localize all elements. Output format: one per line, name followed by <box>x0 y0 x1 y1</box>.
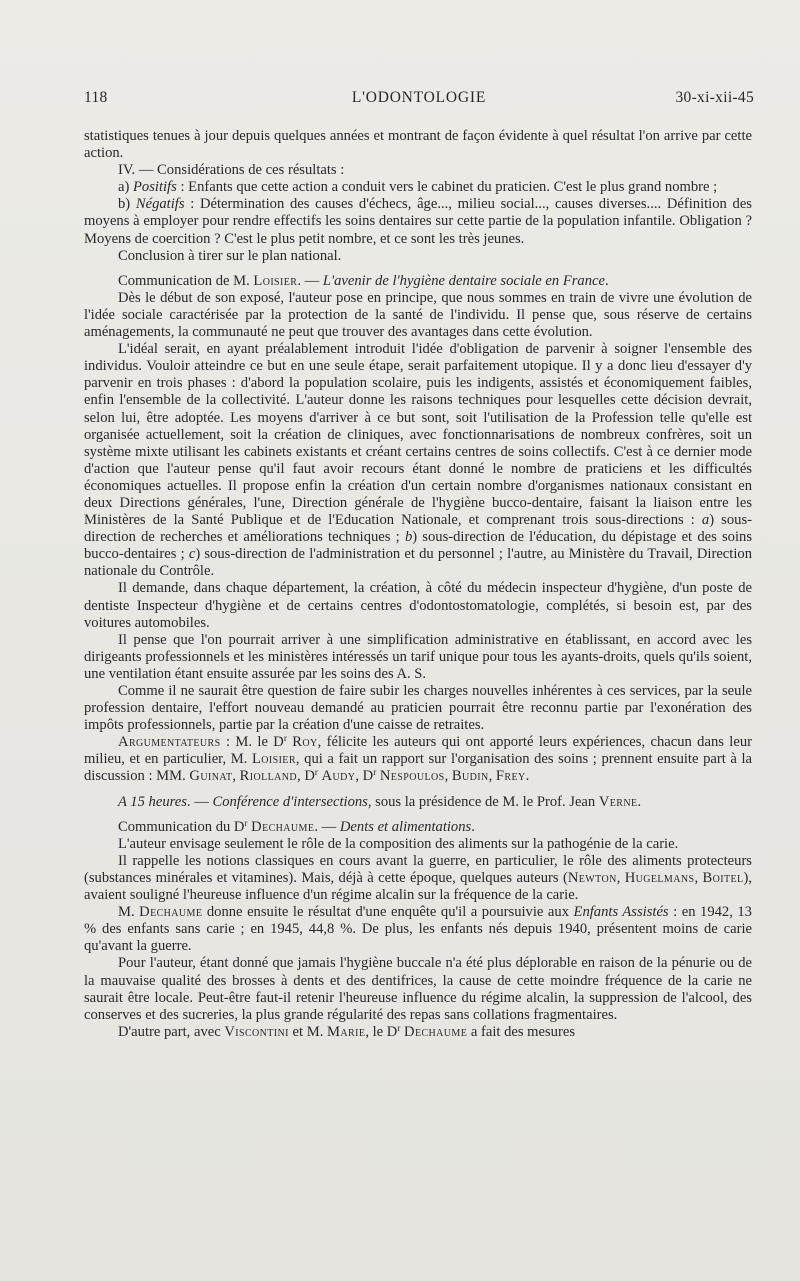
text-run: r <box>314 767 318 778</box>
paragraph-p7 <box>84 290 752 341</box>
text-run: Viscontini <box>224 1023 289 1040</box>
text-run: Boitel <box>702 869 744 886</box>
paragraph-p6 <box>84 273 752 290</box>
text-run: Dès le début de son exposé, l'auteur pose en principe, que nous sommes en train de vivre une évolution de l'idée sociale caractérisée par la protection de la santé de l'individu. Il pense que, sous réserve de certains aménagements, la communauté ne peut que trouver des avantages dans cette évolution. <box>84 289 752 341</box>
text-run: Négatifs <box>135 196 185 213</box>
text-run: Verne <box>598 793 638 810</box>
text-run: , le D <box>365 1023 398 1040</box>
text-run: . — <box>314 818 340 835</box>
text-run: Il pense que l'on pourrait arriver à une simplification administrative en établissant, en accord avec les dirigeants professionnels et les ministères intéressés un tarif unique pour tous les ayants-droits, quels qu'ils soient, une ventilation étant ensuite assurée par les soins des A. S. <box>84 631 752 682</box>
text-run: . — <box>297 272 323 289</box>
text-run: D'autre part, avec <box>118 1023 225 1040</box>
text-run: Dechaume <box>251 818 315 835</box>
text-run: : Enfants que cette action a conduit vers le cabinet du praticien. C'est le plus grand nombre ; <box>176 179 718 196</box>
text-run: Dechaume <box>139 904 203 921</box>
text-run: , <box>488 768 496 785</box>
text-run: r <box>373 767 377 778</box>
text-run: M. <box>118 904 140 921</box>
text-run: : M. le D <box>220 734 284 751</box>
paragraph-p3 <box>84 179 752 196</box>
text-run: A 15 heures <box>118 793 187 810</box>
text-run: Budin <box>451 768 489 785</box>
text-run: donne ensuite le résultat d'une enquête qu'il a poursuivie aux <box>202 904 574 921</box>
text-run: ) sous-direction de l'administration et du personnel ; l'autre, au Ministère du Travail, Direction nationale du Contrôle. <box>84 546 752 580</box>
paragraph-p10 <box>84 632 752 683</box>
paragraph-p18 <box>84 955 752 1023</box>
text-run: Argumentateurs <box>118 734 221 751</box>
text-run: ) sous-direction de l'éducation, du dépistage et des soins bucco-dentaires ; <box>84 529 752 563</box>
text-run: Guinat <box>189 768 233 785</box>
text-run: a) <box>118 179 133 196</box>
issue-date: 30-xi-xii-45 <box>675 89 754 106</box>
text-run: IV. — Considérations de ces résultats : <box>118 162 345 179</box>
text-run: a fait des mesures <box>467 1023 575 1040</box>
text-run: Roy <box>292 734 318 751</box>
text-run: Frey <box>495 768 526 785</box>
text-run: c <box>188 546 196 563</box>
text-run: . <box>637 793 642 810</box>
text-run: ) sous-direction de recherches et améliorations techniques ; <box>84 512 752 546</box>
text-run: Pour l'auteur, étant donné que jamais l'hygiène buccale n'a été plus déplorable en raison de la pénurie ou de la mauvaise qualité des brosses à dents et des dentifrices, la cause de cette moindre fréquence de la carie ne saurait être locale. Peut-être faut-il retenir l'heureuse influence du régime alcalin, la suppression de l'alcool, des conserves et des sucreries, la plus grande régularité des repas sans collations fragmentaires. <box>84 955 752 1023</box>
paragraph-p1 <box>84 128 752 162</box>
paragraph-p11 <box>84 683 752 734</box>
paragraph-p2 <box>84 162 752 179</box>
text-run: statistiques tenues à jour depuis quelques années et montrant de façon évidente à quel résultat l'on arrive par cette action. <box>84 128 752 162</box>
text-run: L'auteur envisage seulement le rôle de la composition des aliments sur la pathogénie de la carie. <box>118 835 679 852</box>
paragraph-p12 <box>84 734 752 785</box>
paragraph-p15 <box>84 836 752 853</box>
text-run: Hugelmans <box>624 869 695 886</box>
paragraph-p8 <box>84 341 752 580</box>
paragraph-p9 <box>84 580 752 631</box>
text-run: , <box>616 869 625 886</box>
text-run: , sous la présidence de M. le Prof. Jean <box>367 793 599 810</box>
text-run: , D <box>297 768 315 785</box>
text-run: , félicite les auteurs qui ont apporté leurs expériences, chacun dans leur milieu, et en particulier, M. <box>84 734 752 768</box>
text-run: , qui a fait un rapport sur l'organisation des soins ; prennent ensuite part à la discussion : MM. <box>84 751 752 785</box>
text-run: et M. <box>288 1023 328 1040</box>
text-run: Positifs <box>133 179 177 196</box>
text-run: b) <box>118 196 136 213</box>
text-run: . <box>525 768 530 785</box>
text-run: Dents et alimentations <box>339 818 472 835</box>
text-run: Marie <box>327 1023 366 1040</box>
text-run: . <box>471 818 475 835</box>
text-run: , <box>232 768 240 785</box>
text-run: Conclusion à tirer sur le plan national. <box>118 247 342 264</box>
paragraph-p19 <box>84 1024 752 1041</box>
text-run: Loisier <box>253 272 298 289</box>
running-header <box>84 89 754 111</box>
article-body <box>84 128 752 1041</box>
text-run: r <box>244 817 248 828</box>
text-run: Nespoulos <box>379 768 445 785</box>
text-run: a <box>701 512 710 529</box>
text-run: Dechaume <box>404 1023 468 1040</box>
paragraph-p16 <box>84 853 752 904</box>
text-run: r <box>397 1022 401 1033</box>
text-run: Communication du D <box>118 818 245 835</box>
text-run: Riolland <box>239 768 298 785</box>
paragraph-p14 <box>84 819 752 836</box>
text-run: Il rappelle les notions classiques en cours avant la guerre, en particulier, le rôle des aliments protecteurs (substances minérales et vitamines). Mais, déjà à cette époque, quelques auteurs ( <box>84 852 752 886</box>
text-run: r <box>283 733 287 744</box>
text-run: , D <box>355 768 374 785</box>
text-run: Enfants Assistés <box>573 904 669 921</box>
text-run: L'avenir de l'hygiène dentaire sociale en France <box>322 272 605 289</box>
paragraph-p17 <box>84 904 752 955</box>
text-run: Loisier <box>251 751 296 768</box>
text-run: b <box>404 529 413 546</box>
text-run: , <box>694 869 703 886</box>
text-run: . — <box>186 793 213 810</box>
paragraph-p5 <box>84 248 752 265</box>
paragraph-p4 <box>84 196 752 247</box>
text-run: L'idéal serait, en ayant préalablement introduit l'idée d'obligation de parvenir à soigner l'ensemble des individus. Vouloir atteindre ce but en une seule étape, serait parfaitement utopique. Il y a donc lieu d'essayer d'y parvenir en trois phases : d'abord la population scolaire, puis les indigents, assistés et économiquement faibles, enfin l'ensemble de la collectivité. L'auteur donne les raisons techniques pour lesquelles cette décision devrait, selon lui, être adoptée. Les moyens d'arriver à ce but sont, soit l'utilisation de la Profession telle qu'elle est organisée actuellement, soit la création de cliniques, avec fonctionnarisations de nombreux confrères, soit un système mixte utilisant les cabinets existants et créant certains centres de soins collectifs. C'est à ce dernier mode d'action que l'auteur pense qu'il faut avoir recours étant donné le nombre de praticiens et les difficultés économiques actuelles. Il propose enfin la création d'un certain nombre d'organismes nationaux consistant en deux Directions générales, l'une, Direction générale de l'hygiène bucco-dentaire, faisant la liaison entre les Ministères de la Santé Publique et de l'Education Nationale, et comprenant trois sous-directions : <box>84 341 752 529</box>
page-number: 118 <box>84 89 108 106</box>
text-run: Audy <box>321 768 356 785</box>
text-run: : Détermination des causes d'échecs, âge..., milieu social..., causes diverses.... Définition des moyens à employer pour rendre effectifs les soins dentaires sur cette partie de la population infantile. Obligation ? Moyens de coercition ? C'est le plus petit nombre, et ce sont les très jeunes. <box>84 196 752 247</box>
journal-title: L'ODONTOLOGIE <box>351 89 487 106</box>
text-run: Newton <box>567 869 617 886</box>
text-run: Conférence d'intersections <box>212 793 368 810</box>
text-run: : en 1942, 13 % des enfants sans carie ; en 1945, 44,8 %. De plus, les enfants nés depuis 1940, présentent moins de carie qu'avant la guerre. <box>84 904 752 955</box>
text-run: ), avaient souligné l'heureuse influence d'un régime alcalin sur la fréquence de la carie. <box>84 869 752 904</box>
text-run: Il demande, dans chaque département, la création, à côté du médecin inspecteur d'hygiène, d'un poste de dentiste Inspecteur d'hygiène et de certains centres d'odontostomatologie, complétés, si besoin est, par des voitures automobiles. <box>84 580 752 631</box>
text-run: . <box>604 272 609 289</box>
text-run: , <box>444 768 452 785</box>
text-run: Communication de M. <box>118 272 254 289</box>
paragraph-p13 <box>84 794 752 811</box>
text-run: Comme il ne saurait être question de faire subir les charges nouvelles inhérentes à ces services, par la seule profession dentaire, l'effort nouveau demandé au praticien pourrait être reconnu partie par l'exonération des impôts professionnels, partie par la création d'une caisse de retraites. <box>84 683 752 734</box>
